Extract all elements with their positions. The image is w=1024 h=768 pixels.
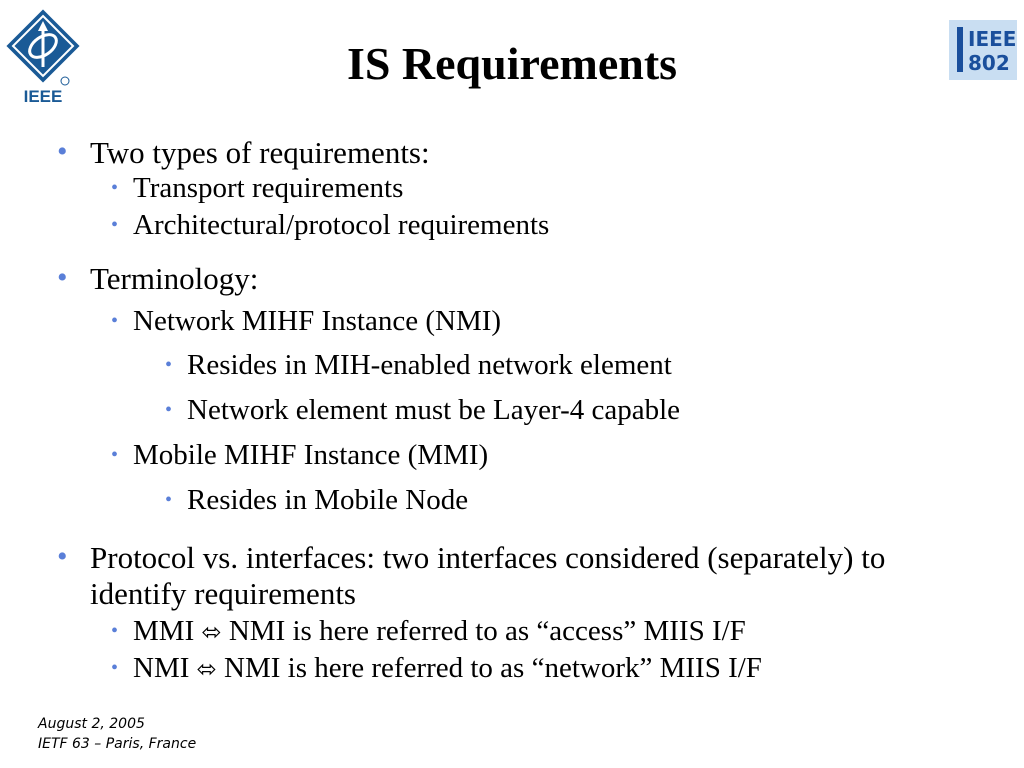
bullet-item [111, 208, 550, 242]
bullet-text: NMI [133, 652, 190, 684]
bullet-text: Network MIHF Instance (NMI) [133, 305, 502, 337]
footer [38, 714, 196, 754]
bullet-item [111, 651, 762, 686]
bullet-dot-icon: • [165, 399, 173, 421]
ieee802-logo-line1: IEEE [968, 27, 1017, 51]
bullet-dot-icon: • [57, 261, 68, 294]
bullet-dot-icon: • [165, 489, 173, 511]
bullet-text: NMI is here referred to as “network” MIIS I/F [224, 652, 762, 684]
bullet-text: Resides in MIH-enabled network element [187, 349, 672, 381]
bullet-text: Transport requirements [133, 172, 404, 204]
bullet-dot-icon: • [111, 214, 119, 236]
bullet-item [57, 135, 430, 171]
bullet-text: Mobile MIHF Instance (MMI) [133, 439, 489, 471]
bullet-text: Terminology: [90, 261, 259, 296]
bullet-dot-icon: • [111, 310, 119, 332]
bullet-dot-icon: • [57, 540, 68, 573]
bullet-text: Resides in Mobile Node [187, 484, 469, 516]
footer-event: IETF 63 – Paris, France [38, 736, 197, 752]
bullet-text: Network element must be Layer-4 capable [187, 394, 681, 426]
ieee-logo-text: IEEE [23, 87, 63, 104]
bullet-item [111, 438, 489, 472]
bullet-dot-icon: • [111, 657, 119, 679]
bullet-item [165, 483, 469, 517]
ieee802-logo-line2: 802 [968, 51, 1010, 75]
bullet-text: NMI is here referred to as “access” MIIS I/F [228, 615, 746, 647]
bullet-dot-icon: • [111, 177, 119, 199]
bullet-dot-icon: • [57, 135, 68, 168]
slide-title: IS Requirements [346, 38, 678, 89]
double-arrow-icon: ⬄ [201, 618, 222, 646]
bullet-text-continuation: identify requirements [90, 576, 356, 611]
bullet-item [165, 348, 672, 382]
bullet-item [111, 304, 502, 338]
footer-date: August 2, 2005 [38, 716, 145, 732]
bullet-item [111, 171, 404, 205]
bullet-text: Protocol vs. interfaces: two interfaces considered (separately) to [90, 540, 886, 575]
bullet-text: Two types of requirements: [90, 135, 430, 170]
bullet-text: Architectural/protocol requirements [133, 209, 550, 241]
bullet-item [111, 614, 746, 649]
bullet-text: MMI [133, 615, 195, 647]
bullet-dot-icon: • [111, 444, 119, 466]
bullet-item [57, 261, 259, 297]
bullet-dot-icon: • [165, 354, 173, 376]
double-arrow-icon: ⬄ [196, 655, 217, 683]
bullet-dot-icon: • [111, 620, 119, 642]
bullet-item [57, 540, 886, 576]
bullet-item [165, 393, 681, 427]
